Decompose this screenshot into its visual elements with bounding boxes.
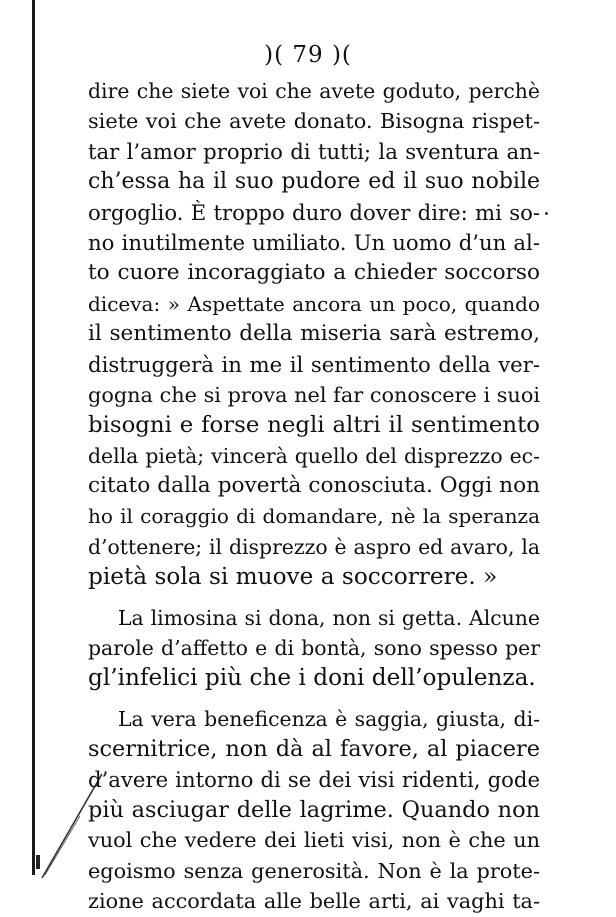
text-line: vuol che vedere dei lieti visi, non è che un [88,828,540,853]
text-line: più asciugar delle lagrime. Quando non [88,796,540,823]
text-line: no inutilmente umiliato. Un uomo d’un al- [88,229,540,255]
margin-speck [545,212,548,215]
paragraph [88,603,540,694]
paragraph [88,704,540,917]
text-line: d’ottenere; il disprezzo è aspro ed avaro, la [88,534,540,559]
text-line: La limosina si dona, non si getta. Alcune [118,605,540,630]
text-line: La vera beneficenza è saggia, giusta, di- [118,706,540,731]
paragraph-gap [88,694,540,704]
text-line: to cuore incoraggiato a chieder soccorso [88,260,540,286]
page-number: )( 79 )( [264,42,352,68]
text-line: dire che siete voi che avete goduto, perchè [88,79,540,103]
text-line: siete voi che avete donato. Bisogna rispet- [88,109,540,134]
text-line: parole d’affetto e di bontà, sono spesso per [88,636,540,661]
text-line: il sentimento della miseria sarà estremo, [88,321,540,347]
text-line: egoismo senza generosità. Non è la prote- [88,858,540,883]
page-body [88,76,540,917]
text-line: pietà sola si muove a soccorrere. » [88,563,498,591]
paragraph-gap [88,593,540,603]
text-line: orgoglio. È troppo duro dover dire: mi so- [88,199,540,225]
text-line: ch’essa ha il suo pudore ed il suo nobile [88,169,540,195]
text-line: bisogni e forse negli altri il sentimento [88,412,540,439]
text-line: tar l’amor proprio di tutti; la sventura an- [88,138,540,164]
text-line: zione accordata alle belle arti, ai vaghi ta- [88,889,540,914]
text-line: distruggerà in me il sentimento della ver- [88,351,540,377]
page-number-header [0,42,616,68]
text-line: citato dalla povertà conosciuta. Oggi non [88,473,540,499]
text-line: d’avere intorno di se dei visi ridenti, gode [88,766,540,792]
text-line: gogna che si prova nel far conoscere i suoi [88,382,540,407]
text-line: della pietà; vincerà quello del disprezzo ec- [88,443,540,468]
text-line: scernitrice, non dà al favore, al piacere [88,736,540,763]
paragraph [88,76,540,593]
page-binding-edge [32,0,35,875]
text-line: gl’infelici più che i doni dell’opulenza. [88,664,536,692]
text-line: ho il coraggio di domandare, nè la speranza [88,504,540,529]
text-line: diceva: » Aspettate ancora un poco, quando [88,291,540,316]
